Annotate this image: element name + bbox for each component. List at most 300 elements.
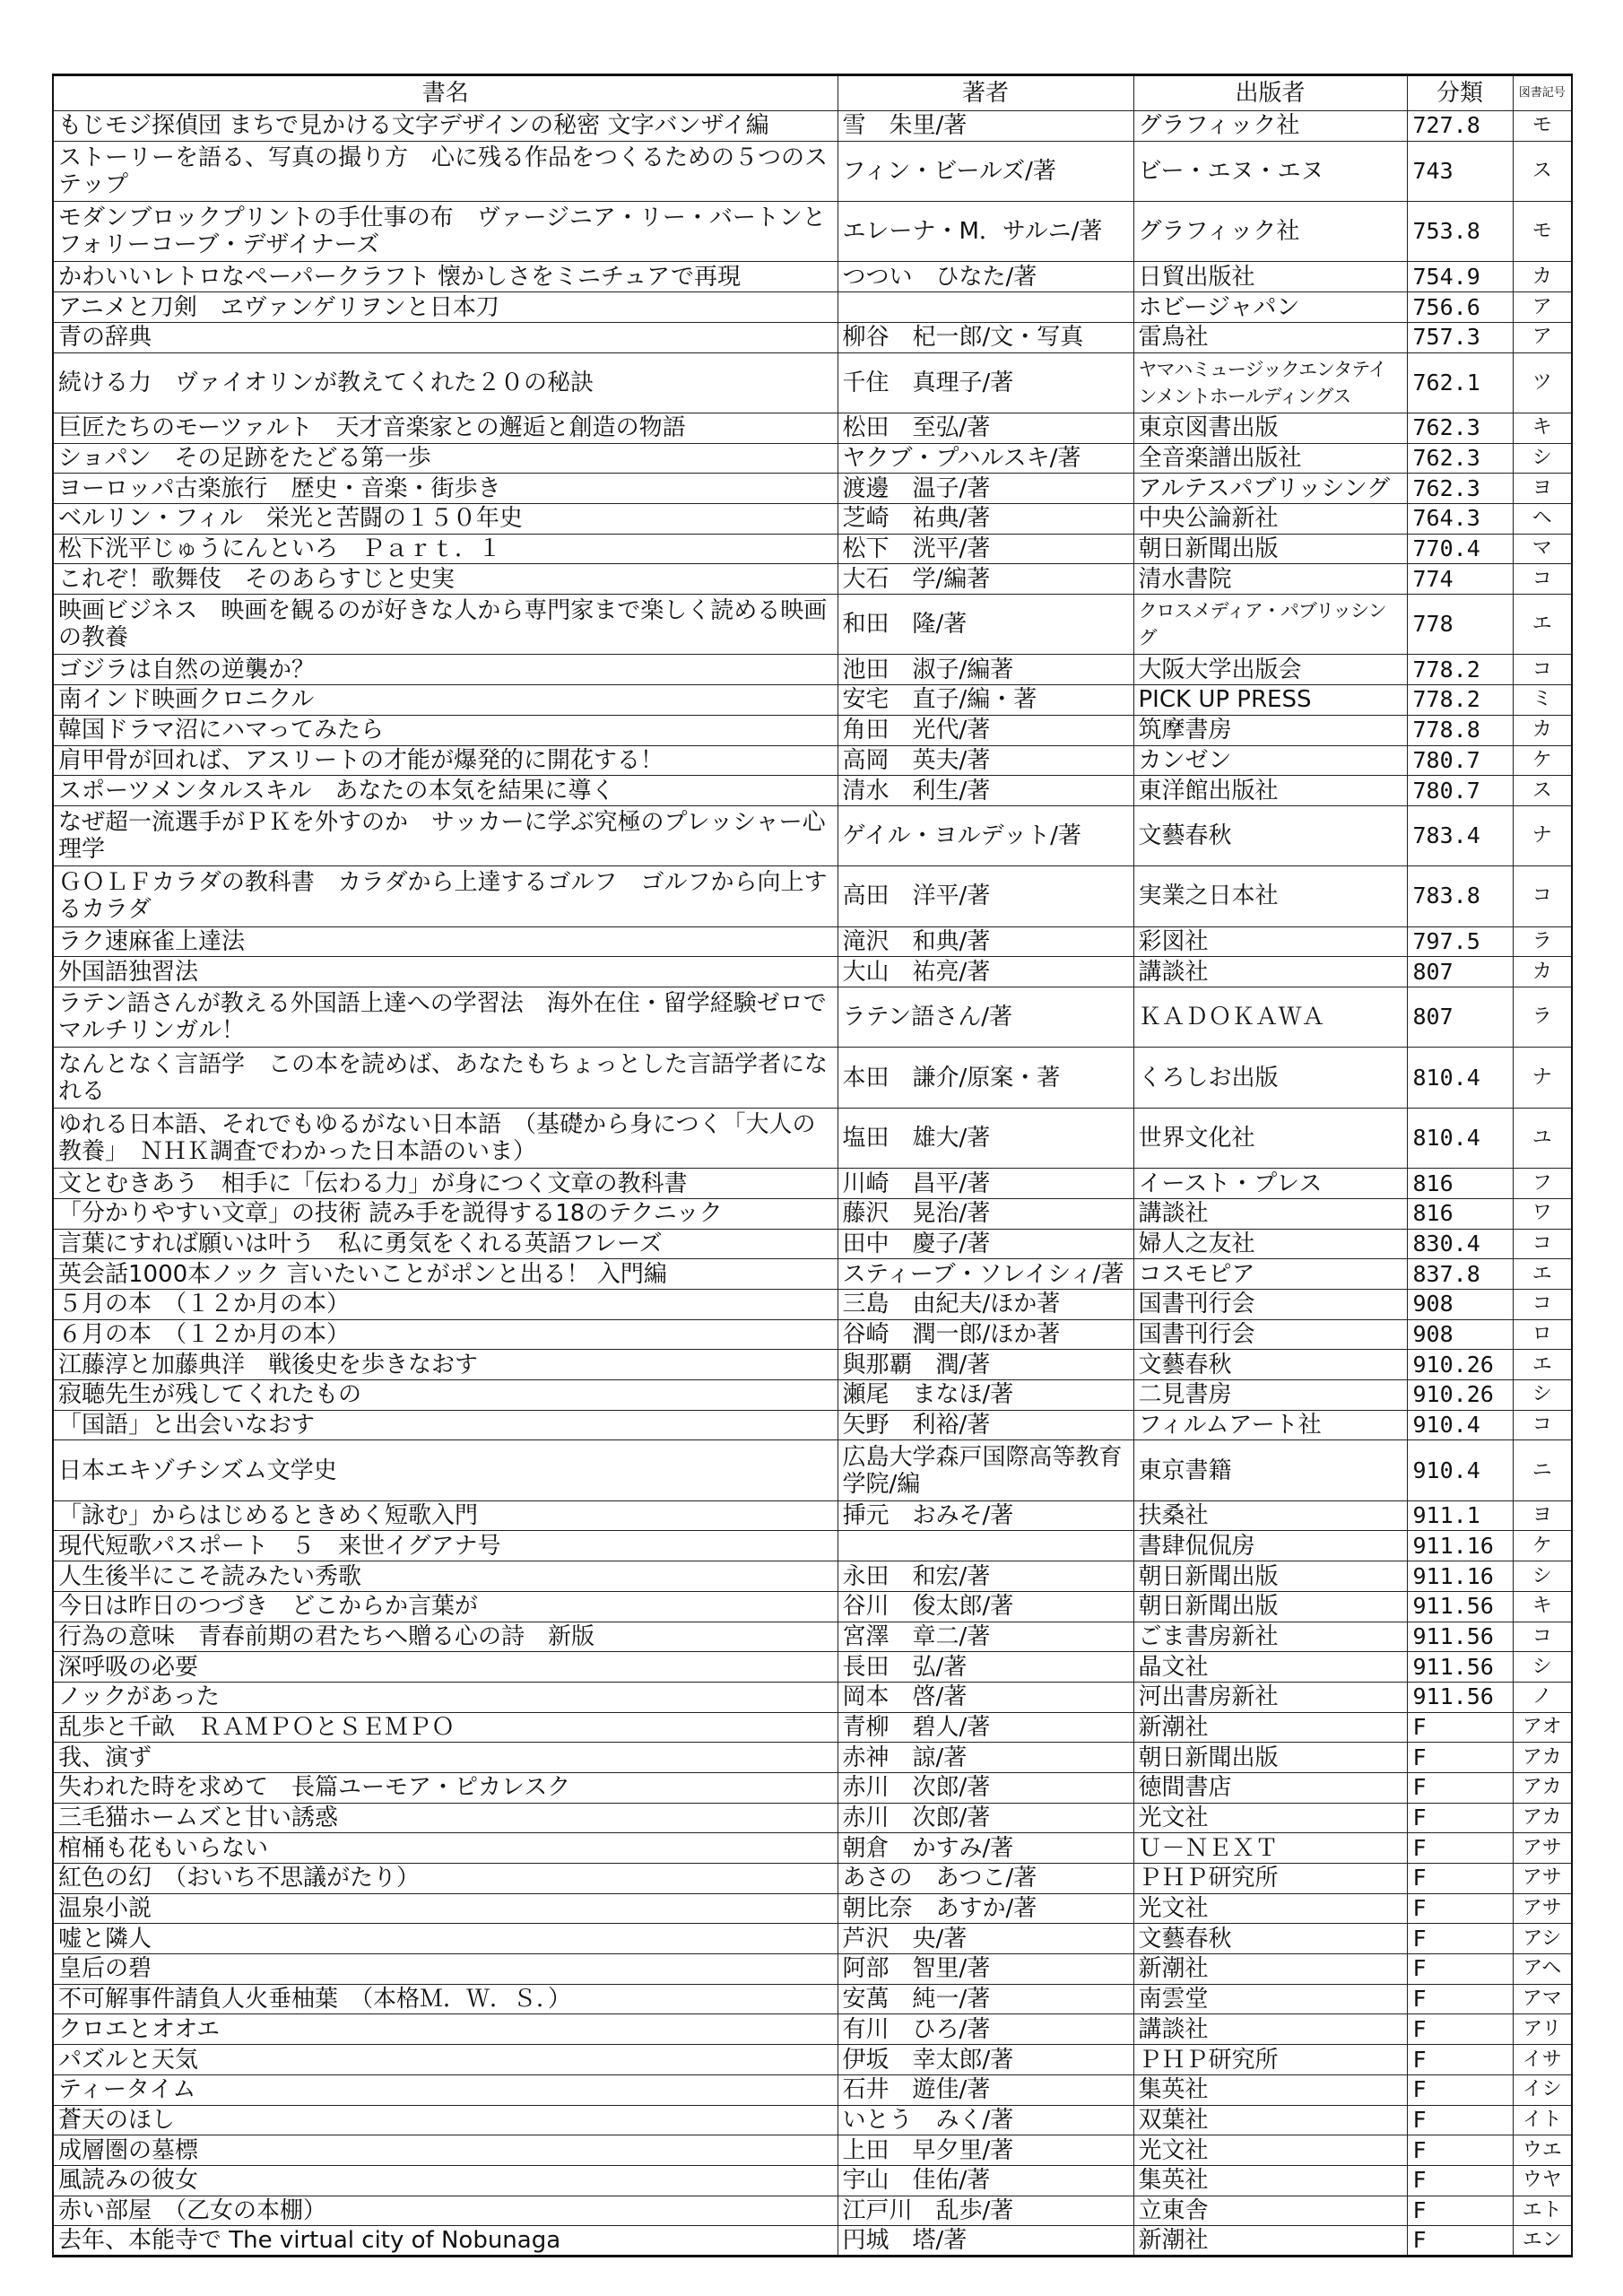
book-author-cell: 田中 慶子/著	[838, 1229, 1133, 1259]
book-author-cell: 松田 至弘/著	[838, 413, 1133, 443]
table-row	[53, 926, 1572, 957]
book-symbol-cell: アシ	[1513, 1924, 1572, 1954]
table-row	[53, 805, 1572, 865]
book-author-cell: 青柳 碧人/著	[838, 1712, 1133, 1743]
book-publisher-cell: 新潮社	[1133, 2226, 1407, 2257]
book-publisher-cell: 筑摩書房	[1133, 715, 1407, 745]
book-classification-cell: 783.8	[1407, 866, 1513, 926]
book-symbol-cell: ミ	[1513, 685, 1572, 716]
book-author-cell: 赤川 次郎/著	[838, 1803, 1133, 1833]
table-row	[53, 2135, 1572, 2166]
book-symbol-cell: ウエ	[1513, 2135, 1572, 2166]
book-symbol-cell: ス	[1513, 141, 1572, 201]
book-publisher-cell: 講談社	[1133, 2014, 1407, 2045]
book-publisher-cell: 南雲堂	[1133, 1984, 1407, 2014]
book-symbol-cell: シ	[1513, 443, 1572, 474]
book-author-cell: 與那覇 潤/著	[838, 1350, 1133, 1380]
book-author-cell: 安萬 純一/著	[838, 1984, 1133, 2014]
book-classification-cell: 762.1	[1407, 352, 1513, 413]
book-title-cell: 続ける力 ヴァイオリンが教えてくれた２０の秘訣	[53, 352, 838, 413]
book-symbol-cell: エン	[1513, 2226, 1572, 2257]
book-title-cell: 成層圏の墓標	[53, 2135, 838, 2166]
book-classification-cell: 757.3	[1407, 322, 1513, 352]
book-publisher-cell: 朝日新聞出版	[1133, 1743, 1407, 1773]
book-publisher-cell: 河出書房新社	[1133, 1682, 1407, 1712]
book-title-cell: 映画ビジネス 映画を観るのが好きな人から専門家まで楽しく読める映画の教養	[53, 595, 838, 655]
book-title-cell: 温泉小説	[53, 1893, 838, 1924]
book-publisher-cell: 講談社	[1133, 1198, 1407, 1229]
book-symbol-cell: コ	[1513, 1289, 1572, 1319]
book-publisher-cell: 集英社	[1133, 2165, 1407, 2196]
book-publisher-cell: 東洋館出版社	[1133, 776, 1407, 806]
book-title-cell: 「国語」と出会いなおす	[53, 1410, 838, 1440]
table-row	[53, 2165, 1572, 2196]
book-title-cell: ショパン その足跡をたどる第一歩	[53, 443, 838, 474]
book-classification-cell: F	[1407, 1772, 1513, 1803]
book-author-cell: 長田 弘/著	[838, 1652, 1133, 1683]
book-symbol-cell: ケ	[1513, 745, 1572, 776]
header-classification: 分類	[1407, 75, 1513, 111]
book-publisher-cell: ヤマハミュージックエンタテインメントホールディングス	[1133, 352, 1407, 413]
book-publisher-cell: 実業之日本社	[1133, 866, 1407, 926]
book-classification-cell: 911.1	[1407, 1500, 1513, 1531]
book-symbol-cell: コ	[1513, 564, 1572, 595]
book-title-cell: 英会話1000本ノック 言いたいことがポンと出る！ 入門編	[53, 1259, 838, 1290]
book-author-cell: あさの あつこ/著	[838, 1864, 1133, 1894]
table-row	[53, 1682, 1572, 1712]
book-publisher-cell: 国書刊行会	[1133, 1319, 1407, 1350]
book-publisher-cell: 徳間書店	[1133, 1772, 1407, 1803]
book-author-cell: 挿元 おみそ/著	[838, 1500, 1133, 1531]
table-row	[53, 2074, 1572, 2105]
book-classification-cell: 837.8	[1407, 1259, 1513, 1290]
book-author-cell: 千住 真理子/著	[838, 352, 1133, 413]
book-author-cell: 大山 祐亮/著	[838, 957, 1133, 987]
book-symbol-cell: エ	[1513, 595, 1572, 655]
book-classification-cell: 762.3	[1407, 443, 1513, 474]
book-author-cell: 宮澤 章二/著	[838, 1622, 1133, 1652]
book-author-cell: 柳谷 杞一郎/文・写真	[838, 322, 1133, 352]
table-row	[53, 1954, 1572, 1985]
book-title-cell: 「分かりやすい文章」の技術 読み手を説得する18のテクニック	[53, 1198, 838, 1229]
book-publisher-cell: 日貿出版社	[1133, 262, 1407, 292]
book-title-cell: 「詠む」からはじめるときめく短歌入門	[53, 1500, 838, 1531]
book-symbol-cell: コ	[1513, 1229, 1572, 1259]
book-classification-cell: 910.26	[1407, 1380, 1513, 1411]
table-row	[53, 685, 1572, 716]
book-author-cell: エレーナ・M．サルニ/著	[838, 202, 1133, 262]
book-author-cell: 本田 謙介/原案・著	[838, 1048, 1133, 1108]
book-publisher-cell: グラフィック社	[1133, 111, 1407, 142]
book-author-cell: 朝比奈 あすか/著	[838, 1893, 1133, 1924]
book-author-cell: 伊坂 幸太郎/著	[838, 2045, 1133, 2075]
book-publisher-cell: Ｕ－ＮＥＸＴ	[1133, 1833, 1407, 1864]
header-publisher: 出版者	[1133, 75, 1407, 111]
book-publisher-cell: ごま書房新社	[1133, 1622, 1407, 1652]
book-classification-cell: 754.9	[1407, 262, 1513, 292]
book-classification-cell: 810.4	[1407, 1048, 1513, 1108]
book-title-cell: 嘘と隣人	[53, 1924, 838, 1954]
book-publisher-cell: グラフィック社	[1133, 202, 1407, 262]
book-classification-cell: 911.16	[1407, 1561, 1513, 1592]
book-publisher-cell: 朝日新聞出版	[1133, 534, 1407, 564]
header-symbol: 図書記号	[1513, 75, 1572, 111]
book-classification-cell: F	[1407, 1924, 1513, 1954]
book-classification-cell: 727.8	[1407, 111, 1513, 142]
book-classification-cell: 778.2	[1407, 685, 1513, 716]
table-row	[53, 352, 1572, 413]
book-author-cell: 芦沢 央/著	[838, 1924, 1133, 1954]
book-title-cell: なんとなく言語学 この本を読めば、あなたもちょっとした言語学者になれる	[53, 1048, 838, 1108]
table-row	[53, 292, 1572, 323]
book-classification-cell: F	[1407, 2165, 1513, 2196]
table-row	[53, 1108, 1572, 1168]
book-author-cell: 池田 淑子/編著	[838, 655, 1133, 685]
book-symbol-cell: カ	[1513, 957, 1572, 987]
book-author-cell	[838, 1531, 1133, 1561]
book-title-cell: 去年、本能寺で The virtual city of Nobunaga	[53, 2226, 838, 2257]
table-row	[53, 1289, 1572, 1319]
book-symbol-cell: フ	[1513, 1169, 1572, 1199]
book-publisher-cell: ＰＨＰ研究所	[1133, 1864, 1407, 1894]
table-row	[53, 1410, 1572, 1440]
book-symbol-cell: ニ	[1513, 1440, 1572, 1500]
table-row	[53, 1893, 1572, 1924]
book-title-cell: ベルリン・フィル 栄光と苦闘の１５０年史	[53, 503, 838, 534]
book-author-cell: いとう みく/著	[838, 2105, 1133, 2135]
table-row	[53, 474, 1572, 504]
book-title-cell: 日本エキゾチシズム文学史	[53, 1440, 838, 1500]
book-author-cell: 清水 利生/著	[838, 776, 1133, 806]
book-publisher-cell: 世界文化社	[1133, 1108, 1407, 1168]
book-publisher-cell: PICK UP PRESS	[1133, 685, 1407, 716]
table-row	[53, 262, 1572, 292]
book-classification-cell: 756.6	[1407, 292, 1513, 323]
table-row	[53, 2196, 1572, 2226]
book-symbol-cell: シ	[1513, 1561, 1572, 1592]
table-row	[53, 1984, 1572, 2014]
book-publisher-cell: ホビージャパン	[1133, 292, 1407, 323]
book-publisher-cell: 二見書房	[1133, 1380, 1407, 1411]
book-symbol-cell: コ	[1513, 1622, 1572, 1652]
book-symbol-cell: ユ	[1513, 1108, 1572, 1168]
book-list-sheet	[52, 74, 1571, 2257]
book-publisher-cell: 国書刊行会	[1133, 1289, 1407, 1319]
book-classification-cell: 908	[1407, 1289, 1513, 1319]
header-author: 著者	[838, 75, 1133, 111]
book-author-cell: 雪 朱里/著	[838, 111, 1133, 142]
book-symbol-cell: ケ	[1513, 1531, 1572, 1561]
book-author-cell: 有川 ひろ/著	[838, 2014, 1133, 2045]
book-symbol-cell: カ	[1513, 715, 1572, 745]
book-author-cell: 安宅 直子/編・著	[838, 685, 1133, 716]
book-classification-cell: 783.4	[1407, 805, 1513, 865]
book-classification-cell: F	[1407, 2045, 1513, 2075]
book-classification-cell: 774	[1407, 564, 1513, 595]
book-publisher-cell: ＰＨＰ研究所	[1133, 2045, 1407, 2075]
book-symbol-cell: アカ	[1513, 1803, 1572, 1833]
book-title-cell: 蒼天のほし	[53, 2105, 838, 2135]
book-publisher-cell: 東京図書出版	[1133, 413, 1407, 443]
book-title-cell: ティータイム	[53, 2074, 838, 2105]
book-publisher-cell: クロスメディア・パブリッシング	[1133, 595, 1407, 655]
table-row	[53, 2014, 1572, 2045]
book-title-cell: クロエとオオエ	[53, 2014, 838, 2045]
book-title-cell: 風読みの彼女	[53, 2165, 838, 2196]
book-symbol-cell: アマ	[1513, 1984, 1572, 2014]
book-symbol-cell: ナ	[1513, 1048, 1572, 1108]
table-row	[53, 595, 1572, 655]
book-symbol-cell: アリ	[1513, 2014, 1572, 2045]
book-title-cell: 韓国ドラマ沼にハマってみたら	[53, 715, 838, 745]
book-title-cell: アニメと刀剣 ヱヴァンゲリヲンと日本刀	[53, 292, 838, 323]
book-author-cell: 塩田 雄大/著	[838, 1108, 1133, 1168]
book-title-cell: スポーツメンタルスキル あなたの本気を結果に導く	[53, 776, 838, 806]
book-classification-cell: 810.4	[1407, 1108, 1513, 1168]
book-classification-cell: 778.2	[1407, 655, 1513, 685]
table-row	[53, 1048, 1572, 1108]
book-publisher-cell: 光文社	[1133, 1893, 1407, 1924]
book-classification-cell: 762.3	[1407, 413, 1513, 443]
book-title-cell: なぜ超一流選手がＰＫを外すのか サッカーに学ぶ究極のプレッシャー心理学	[53, 805, 838, 865]
book-title-cell: 棺桶も花もいらない	[53, 1833, 838, 1864]
book-title-cell: ６月の本 （１２か月の本）	[53, 1319, 838, 1350]
table-row	[53, 1803, 1572, 1833]
book-classification-cell: F	[1407, 1954, 1513, 1985]
book-symbol-cell: シ	[1513, 1652, 1572, 1683]
book-title-cell: ゆれる日本語、それでもゆるがない日本語 （基礎から身につく「大人の教養」 ＮＨＫ調査でわかった日本語のいま）	[53, 1108, 838, 1168]
book-classification-cell: F	[1407, 1833, 1513, 1864]
book-title-cell: 失われた時を求めて 長篇ユーモア・ピカレスク	[53, 1772, 838, 1803]
book-author-cell: 高田 洋平/著	[838, 866, 1133, 926]
book-symbol-cell: モ	[1513, 202, 1572, 262]
book-author-cell: 阿部 智里/著	[838, 1954, 1133, 1985]
table-row	[53, 776, 1572, 806]
book-symbol-cell: ワ	[1513, 1198, 1572, 1229]
book-title-cell: 文とむきあう 相手に「伝わる力」が身につく文章の教科書	[53, 1169, 838, 1199]
book-classification-cell: 743	[1407, 141, 1513, 201]
table-body	[53, 111, 1572, 2257]
table-row	[53, 1652, 1572, 1683]
book-title-cell: ５月の本 （１２か月の本）	[53, 1289, 838, 1319]
book-publisher-cell: 清水書院	[1133, 564, 1407, 595]
book-author-cell: 角田 光代/著	[838, 715, 1133, 745]
book-symbol-cell: アオ	[1513, 1712, 1572, 1743]
book-symbol-cell: シ	[1513, 1380, 1572, 1411]
table-row	[53, 534, 1572, 564]
table-row	[53, 141, 1572, 201]
book-author-cell: 矢野 利裕/著	[838, 1410, 1133, 1440]
book-classification-cell: 770.4	[1407, 534, 1513, 564]
book-author-cell: 渡邊 温子/著	[838, 474, 1133, 504]
table-row	[53, 1924, 1572, 1954]
book-author-cell: 広島大学森戸国際高等教育学院/編	[838, 1440, 1133, 1500]
table-row	[53, 564, 1572, 595]
book-classification-cell: F	[1407, 1893, 1513, 1924]
book-title-cell: 乱歩と千畝 ＲＡＭＰＯとＳＥＭＰＯ	[53, 1712, 838, 1743]
table-row	[53, 202, 1572, 262]
table-row	[53, 413, 1572, 443]
table-row	[53, 2045, 1572, 2075]
book-symbol-cell: エ	[1513, 1259, 1572, 1290]
book-classification-cell: F	[1407, 1743, 1513, 1773]
book-classification-cell: 780.7	[1407, 745, 1513, 776]
book-classification-cell: 911.56	[1407, 1682, 1513, 1712]
table-row	[53, 2226, 1572, 2257]
book-classification-cell: 911.56	[1407, 1652, 1513, 1683]
book-publisher-cell: 朝日新聞出版	[1133, 1561, 1407, 1592]
book-classification-cell: 753.8	[1407, 202, 1513, 262]
book-classification-cell: 807	[1407, 957, 1513, 987]
book-title-cell: 肩甲骨が回れば、アスリートの才能が爆発的に開花する！	[53, 745, 838, 776]
book-publisher-cell: 雷鳥社	[1133, 322, 1407, 352]
table-row	[53, 1169, 1572, 1199]
book-classification-cell: F	[1407, 2135, 1513, 2166]
book-symbol-cell: モ	[1513, 111, 1572, 142]
book-classification-cell: 797.5	[1407, 926, 1513, 957]
book-title-cell: 赤い部屋 （乙女の本棚）	[53, 2196, 838, 2226]
book-symbol-cell: イサ	[1513, 2045, 1572, 2075]
book-publisher-cell: カンゼン	[1133, 745, 1407, 776]
table-row	[53, 2105, 1572, 2135]
book-title-cell: 外国語独習法	[53, 957, 838, 987]
book-title-cell: 言葉にすれば願いは叶う 私に勇気をくれる英語フレーズ	[53, 1229, 838, 1259]
book-author-cell: 円城 塔/著	[838, 2226, 1133, 2257]
table-row	[53, 503, 1572, 534]
book-publisher-cell: 双葉社	[1133, 2105, 1407, 2135]
book-title-cell: 紅色の幻 （おいち不思議がたり）	[53, 1864, 838, 1894]
book-symbol-cell: ラ	[1513, 987, 1572, 1048]
book-title-cell: ラテン語さんが教える外国語上達への学習法 海外在住・留学経験ゼロでマルチリンガル！	[53, 987, 838, 1048]
book-publisher-cell: フィルムアート社	[1133, 1410, 1407, 1440]
book-author-cell: スティーブ・ソレイシィ/著	[838, 1259, 1133, 1290]
table-row	[53, 987, 1572, 1048]
book-publisher-cell: 東京書籍	[1133, 1440, 1407, 1500]
book-title-cell: ラク速麻雀上達法	[53, 926, 838, 957]
table-row	[53, 1622, 1572, 1652]
table-row	[53, 1229, 1572, 1259]
book-title-cell: 今日は昨日のつづき どこからか言葉が	[53, 1591, 838, 1622]
book-title-cell: 不可解事件請負人火垂柚葉 （本格Ｍ．Ｗ．Ｓ．）	[53, 1984, 838, 2014]
book-publisher-cell: 全音楽譜出版社	[1133, 443, 1407, 474]
book-classification-cell: 816	[1407, 1198, 1513, 1229]
book-author-cell: フィン・ビールズ/著	[838, 141, 1133, 201]
book-title-cell: 寂聴先生が残してくれたもの	[53, 1380, 838, 1411]
book-classification-cell: 910.4	[1407, 1440, 1513, 1500]
table-row	[53, 1531, 1572, 1561]
book-publisher-cell: 大阪大学出版会	[1133, 655, 1407, 685]
book-symbol-cell: カ	[1513, 262, 1572, 292]
book-publisher-cell: ビー・エヌ・エヌ	[1133, 141, 1407, 201]
book-publisher-cell: 立東舎	[1133, 2196, 1407, 2226]
book-symbol-cell: アサ	[1513, 1893, 1572, 1924]
book-author-cell: 芝崎 祐典/著	[838, 503, 1133, 534]
book-author-cell: 谷川 俊太郎/著	[838, 1591, 1133, 1622]
book-title-cell: 江藤淳と加藤典洋 戦後史を歩きなおす	[53, 1350, 838, 1380]
book-author-cell: 大石 学/編著	[838, 564, 1133, 595]
book-classification-cell: 910.26	[1407, 1350, 1513, 1380]
book-list-table	[52, 74, 1573, 2257]
book-classification-cell: 762.3	[1407, 474, 1513, 504]
book-symbol-cell: マ	[1513, 534, 1572, 564]
book-symbol-cell: ナ	[1513, 805, 1572, 865]
book-publisher-cell: 講談社	[1133, 957, 1407, 987]
book-publisher-cell: 晶文社	[1133, 1652, 1407, 1683]
book-classification-cell: 911.16	[1407, 1531, 1513, 1561]
book-title-cell: 人生後半にこそ読みたい秀歌	[53, 1561, 838, 1592]
book-classification-cell: F	[1407, 1712, 1513, 1743]
book-classification-cell: 816	[1407, 1169, 1513, 1199]
book-classification-cell: 911.56	[1407, 1622, 1513, 1652]
book-author-cell: 江戸川 乱歩/著	[838, 2196, 1133, 2226]
table-row	[53, 1561, 1572, 1592]
table-row	[53, 1864, 1572, 1894]
book-title-cell: 我、演ず	[53, 1743, 838, 1773]
table-row	[53, 1380, 1572, 1411]
book-publisher-cell: アルテスパブリッシング	[1133, 474, 1407, 504]
book-symbol-cell: ノ	[1513, 1682, 1572, 1712]
book-symbol-cell: アサ	[1513, 1864, 1572, 1894]
book-publisher-cell: 新潮社	[1133, 1712, 1407, 1743]
book-author-cell: ゲイル・ヨルデット/著	[838, 805, 1133, 865]
book-author-cell: 上田 早夕里/著	[838, 2135, 1133, 2166]
book-title-cell: 南インド映画クロニクル	[53, 685, 838, 716]
book-title-cell: ノックがあった	[53, 1682, 838, 1712]
book-title-cell: 巨匠たちのモーツァルト 天才音楽家との邂逅と創造の物語	[53, 413, 838, 443]
table-row	[53, 957, 1572, 987]
book-symbol-cell: キ	[1513, 1591, 1572, 1622]
book-title-cell: 皇后の碧	[53, 1954, 838, 1985]
book-classification-cell: 764.3	[1407, 503, 1513, 534]
book-classification-cell: 910.4	[1407, 1410, 1513, 1440]
book-classification-cell: 780.7	[1407, 776, 1513, 806]
book-publisher-cell: 文藝春秋	[1133, 805, 1407, 865]
book-author-cell: 川崎 昌平/著	[838, 1169, 1133, 1199]
book-publisher-cell: イースト・プレス	[1133, 1169, 1407, 1199]
book-classification-cell: F	[1407, 2226, 1513, 2257]
book-symbol-cell: イシ	[1513, 2074, 1572, 2105]
book-title-cell: 三毛猫ホームズと甘い誘惑	[53, 1803, 838, 1833]
book-author-cell: 朝倉 かすみ/著	[838, 1833, 1133, 1864]
table-row	[53, 866, 1572, 926]
table-row	[53, 1743, 1572, 1773]
book-symbol-cell: ロ	[1513, 1319, 1572, 1350]
book-author-cell	[838, 292, 1133, 323]
book-symbol-cell: ス	[1513, 776, 1572, 806]
book-symbol-cell: ツ	[1513, 352, 1572, 413]
book-publisher-cell: 扶桑社	[1133, 1500, 1407, 1531]
book-classification-cell: 778.8	[1407, 715, 1513, 745]
book-symbol-cell: エ	[1513, 1350, 1572, 1380]
table-row	[53, 1440, 1572, 1500]
table-row	[53, 111, 1572, 142]
book-classification-cell: F	[1407, 2074, 1513, 2105]
book-classification-cell: F	[1407, 1984, 1513, 2014]
table-row	[53, 715, 1572, 745]
book-symbol-cell: アカ	[1513, 1772, 1572, 1803]
book-publisher-cell: 彩図社	[1133, 926, 1407, 957]
book-author-cell: ラテン語さん/著	[838, 987, 1133, 1048]
table-row	[53, 1591, 1572, 1622]
book-title-cell: かわいいレトロなペーパークラフト 懐かしさをミニチュアで再現	[53, 262, 838, 292]
book-publisher-cell: 新潮社	[1133, 1954, 1407, 1985]
book-publisher-cell: 集英社	[1133, 2074, 1407, 2105]
book-author-cell: 和田 隆/著	[838, 595, 1133, 655]
book-classification-cell: 807	[1407, 987, 1513, 1048]
table-row	[53, 322, 1572, 352]
table-row	[53, 655, 1572, 685]
book-classification-cell: 911.56	[1407, 1591, 1513, 1622]
